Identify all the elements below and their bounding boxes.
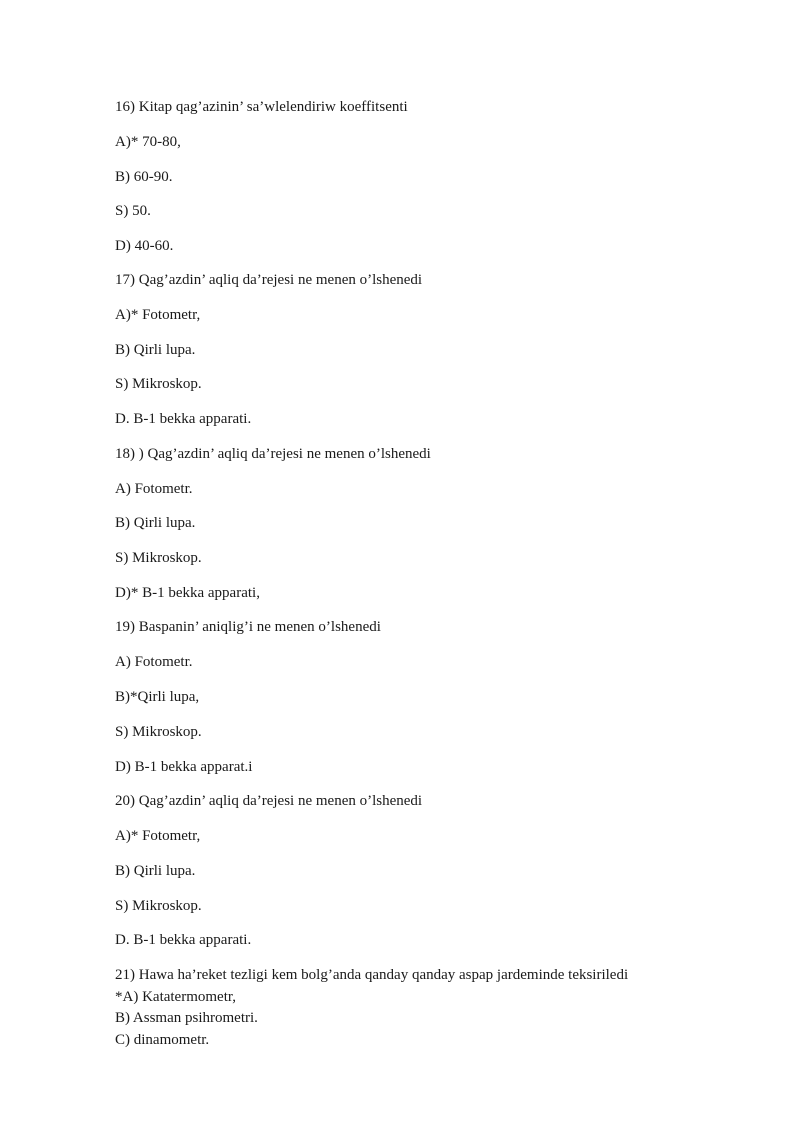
answer-option: B) Assman psihrometri. (115, 1010, 258, 1026)
question-17: 17) Qag’azdin’ aqliq da’rejesi ne menen o’lshenedi (115, 272, 423, 288)
answer-option: D) 40-60. (115, 238, 174, 254)
question-16: 16) Kitap qag’azinin’ sa’wlelendiriw koeffitsenti (115, 99, 408, 115)
answer-option: S) Mikroskop. (115, 550, 202, 566)
answer-option: A)* Fotometr, (115, 307, 201, 323)
answer-option: D) B-1 bekka apparat.i (115, 759, 253, 775)
answer-option: A) Fotometr. (115, 481, 193, 497)
answer-option: D. B-1 bekka apparati. (115, 411, 252, 427)
answer-option: B) Qirli lupa. (115, 342, 196, 358)
question-18: 18) ) Qag’azdin’ aqliq da’rejesi ne menen o’lshenedi (115, 446, 431, 462)
answer-option: A)* Fotometr, (115, 828, 201, 844)
answer-option: A) Fotometr. (115, 654, 193, 670)
answer-option: D)* B-1 bekka apparati, (115, 585, 260, 601)
question-19: 19) Baspanin’ aniqlig’i ne menen o’lshenedi (115, 619, 381, 635)
answer-option: A)* 70-80, (115, 134, 181, 150)
answer-option: *A) Katatermometr, (115, 989, 237, 1005)
answer-option: S) Mikroskop. (115, 898, 202, 914)
answer-option: S) Mikroskop. (115, 376, 202, 392)
question-20: 20) Qag’azdin’ aqliq da’rejesi ne menen o’lshenedi (115, 793, 423, 809)
answer-option: S) 50. (115, 203, 151, 219)
answer-option: S) Mikroskop. (115, 724, 202, 740)
answer-option: C) dinamometr. (115, 1032, 210, 1048)
answer-option: B) Qirli lupa. (115, 515, 196, 531)
question-21: 21) Hawa ha’reket tezligi kem bolg’anda qanday qanday aspap jardeminde teksiriledi (115, 967, 629, 983)
answer-option: B) Qirli lupa. (115, 863, 196, 879)
answer-option: D. B-1 bekka apparati. (115, 932, 252, 948)
answer-option: B) 60-90. (115, 169, 173, 185)
answer-option: B)*Qirli lupa, (115, 689, 200, 705)
